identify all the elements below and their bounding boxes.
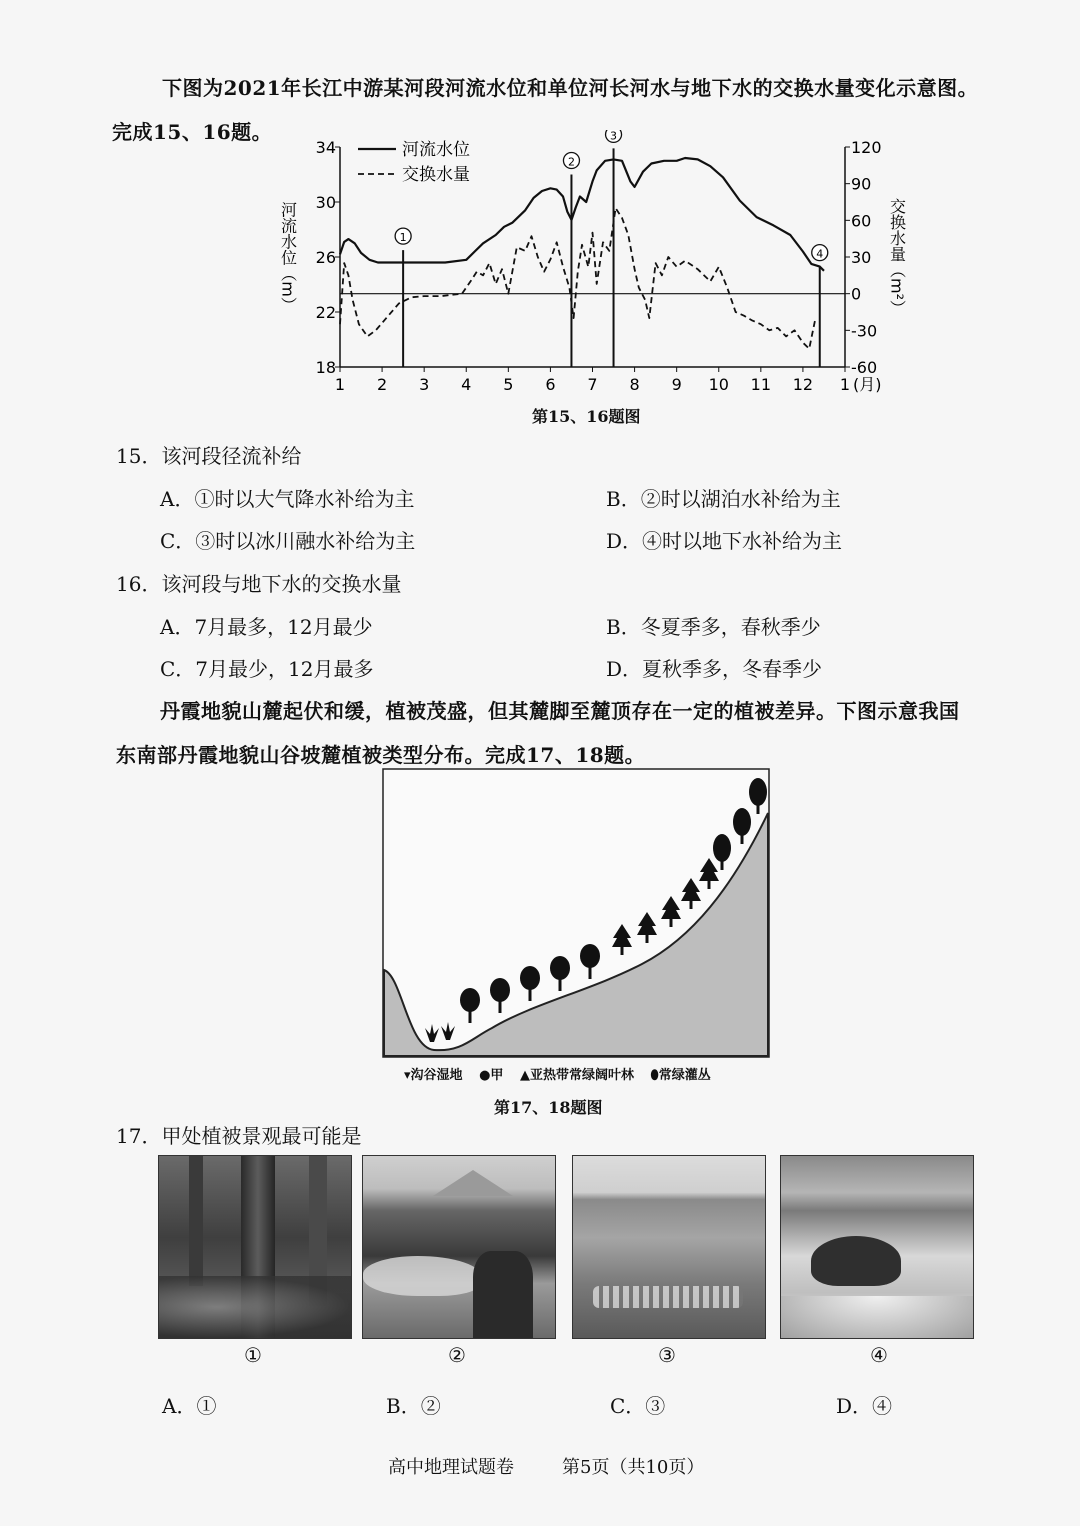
legend-broadleaf-forest: 亚热带常绿阔叶林 [529,1068,634,1083]
shrub-legend-icon: ⬮ [650,1068,659,1083]
marker-label-2: 2 [567,155,575,169]
q17-stem: 17．甲处植被景观最可能是 [116,1124,362,1148]
left-tick-label: 34 [315,138,336,157]
q15-option-d[interactable]: D．④时以地下水补给为主 [606,529,843,553]
legend-valley-wetland: 沟谷湿地 [410,1068,463,1083]
q15-stem: 15．该河段径流补给 [116,444,302,468]
q16-option-c[interactable]: C．7月最少，12月最多 [160,657,374,681]
legend-river-level: 河流水位 [402,140,470,160]
photo-label-3: ③ [658,1343,676,1367]
q16-option-d[interactable]: D．夏秋季多，冬春季少 [606,657,823,681]
legend-evergreen-shrub: 常绿灌丛 [658,1068,711,1083]
x-tick-label: 7 [587,375,598,394]
left-tick-label: 30 [315,193,336,212]
x-tick-label: 5 [503,375,514,394]
x-tick-label: 2 [376,375,388,394]
right-tick-label: 0 [851,284,862,304]
figure-caption-17-18: 第17、18题图 [494,1098,603,1117]
q16-option-b[interactable]: B．冬夏季多，春秋季少 [606,615,821,639]
marker-label-1: 1 [399,231,407,245]
jia-legend-icon: ● [479,1068,491,1083]
photo-2-mountain-lake [362,1155,556,1339]
photo-1-forest [158,1155,352,1339]
photo-label-2: ② [448,1343,466,1367]
section1-intro-line1: 下图为2021年长江中游某河段河流水位和单位河长河水与地下水的交换水量变化示意图。 [162,76,979,100]
forest-legend-icon: ▲ [519,1068,530,1083]
q15-option-c[interactable]: C．③时以冰川融水补给为主 [160,529,416,553]
x-tick-label: 1 [334,375,346,394]
right-tick-label: 30 [851,248,872,267]
marker-label-3: 3 [610,130,618,143]
left-tick-label: 18 [315,358,336,377]
x-tick-label: 11 [750,375,772,394]
x-tick-label: 4 [461,375,472,394]
figure-caption-15-16: 第15、16题图 [532,407,641,426]
q17-option-a[interactable]: A．① [162,1394,217,1418]
right-tick-label: 60 [851,211,872,231]
q17-option-d[interactable]: D．④ [836,1394,893,1418]
q15-option-a[interactable]: A．①时以大气降水补给为主 [160,487,415,511]
q15-option-b[interactable]: B．②时以湖泊水补给为主 [606,487,841,511]
x-tick-label: 6 [545,375,556,394]
slope-diagram-legend [404,1064,711,1083]
marker-label-4: 4 [816,247,824,261]
right-tick-label: -60 [851,358,878,377]
section2-intro-line2: 东南部丹霞地貌山谷坡麓植被类型分布。完成17、18题。 [116,743,646,767]
river-level-exchange-chart [270,130,910,400]
left-tick-label: 22 [315,303,336,322]
x-tick-label: 9 [671,375,682,394]
section1-intro-line2: 完成15、16题。 [112,120,273,144]
slope-vegetation-diagram [382,768,770,1058]
valley-wetland-legend-icon: ▾ [404,1068,411,1083]
right-axis-title: 交换水量（m²） [887,198,907,316]
q16-option-a[interactable]: A．7月最多，12月最少 [160,615,373,639]
right-tick-label: 120 [851,138,882,157]
left-tick-label: 26 [315,248,336,267]
q17-option-b[interactable]: B．② [386,1394,441,1418]
photo-4-desert-dunes [780,1155,974,1339]
left-axis-title: 河流水位（m） [278,201,298,313]
q16-stem: 16．该河段与地下水的交换水量 [116,572,402,596]
photo-3-grassland [572,1155,766,1339]
footer-page-number: 第5页（共10页） [562,1457,705,1478]
legend-jia: 甲 [490,1068,504,1083]
x-tick-label: 10 [708,375,729,394]
exchange-volume-line [340,208,816,349]
q17-option-c[interactable]: C．③ [610,1394,666,1418]
section2-intro-line1: 丹霞地貌山麓起伏和缓，植被茂盛，但其麓脚至麓顶存在一定的植被差异。下图示意我国 [160,699,960,723]
x-tick-label: 8 [629,375,640,394]
legend-exchange-volume: 交换水量 [402,165,470,185]
x-axis-label: (月) [853,375,882,394]
x-tick-label: 12 [792,375,814,394]
right-tick-label: -30 [851,321,878,341]
x-tick-label: 3 [419,375,430,394]
photo-label-4: ④ [870,1343,888,1367]
photo-label-1: ① [244,1343,262,1367]
footer-subject: 高中地理试题卷 [388,1457,514,1478]
x-tick-label: 1 [839,375,851,394]
right-tick-label: 90 [851,174,872,194]
